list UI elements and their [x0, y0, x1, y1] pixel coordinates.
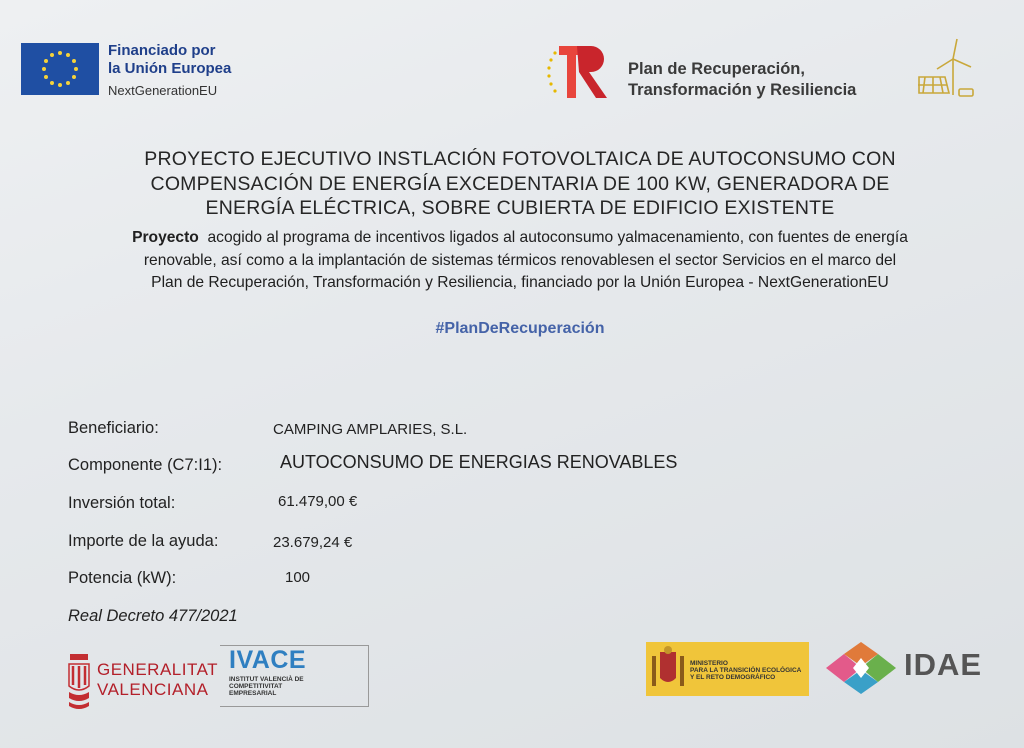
ivace-logo-text: IVACE [229, 646, 307, 674]
project-description [50, 227, 990, 295]
title-line3: ENERGÍA ELÉCTRICA, SOBRE CUBIERTA DE EDIFICIO EXISTENTE [205, 197, 835, 219]
idae-logo-icon [822, 640, 900, 696]
beneficiario-label: Beneficiario: [68, 419, 159, 437]
ivace-subtitle [229, 676, 319, 697]
componente-label: Componente (C7:I1): [68, 456, 223, 474]
ivace-sub1: INSTITUT VALENCIÀ DE [229, 676, 304, 683]
inversion-value: 61.479,00 € [278, 493, 358, 510]
prtr-name [628, 59, 918, 101]
importe-label: Importe de la ayuda: [68, 532, 219, 550]
ministerio-line3: Y EL RETO DEMOGRÁFICO [690, 674, 776, 681]
potencia-label: Potencia (kW): [68, 569, 177, 587]
prtr-line1: Plan de Recuperación, [628, 60, 805, 78]
eu-flag-logo [21, 43, 99, 95]
hashtag: #PlanDeRecuperación [435, 320, 605, 337]
importe-value: 23.679,24 € [273, 534, 353, 551]
desc-bold-word: Proyecto [132, 229, 199, 246]
desc-line1-text: acogido al programa de incentivos ligados al autoconsumo yalmacenamiento, con fuentes de energía [198, 229, 908, 246]
desc-line3: Plan de Recuperación, Transformación y Resiliencia, financiado por la Unión Europea - NextGenerationEU [151, 274, 889, 291]
eu-line1: Financiado por [108, 42, 216, 59]
inversion-label: Inversión total: [68, 494, 176, 512]
wind-solar-icon [913, 37, 979, 101]
ministerio-name [690, 660, 805, 681]
ministerio-line1: MINISTERIO [690, 660, 728, 667]
eu-funding-label [108, 42, 268, 78]
componente-value: AUTOCONSUMO DE ENERGIAS RENOVABLES [280, 452, 678, 472]
gva-line2: VALENCIANA [97, 680, 209, 699]
prtr-line2: Transformación y Resiliencia [628, 81, 857, 99]
gva-line1: GENERALITAT [97, 660, 219, 679]
title-line2: COMPENSACIÓN DE ENERGÍA EXCEDENTARIA DE 100 KW, GENERADORA DE [150, 172, 890, 195]
beneficiario-value: CAMPING AMPLARIES, S.L. [273, 421, 468, 438]
real-decreto: Real Decreto 477/2021 [68, 607, 238, 625]
next-generation-eu-label: NextGenerationEU [108, 83, 218, 98]
desc-line2: renovable, así como a la implantación de sistemas térmicos renovablesen el sector Servicios en el marco del [143, 251, 897, 269]
gva-shield-icon [66, 652, 92, 710]
desc-line1 [50, 227, 990, 250]
ivace-sub2: COMPETITIVITAT EMPRESARIAL [229, 683, 283, 697]
title-line1: PROYECTO EJECUTIVO INSTLACIÓN FOTOVOLTAICA DE AUTOCONSUMO CON [144, 148, 896, 170]
ministerio-line2: PARA LA TRANSICIÓN ECOLÓGICA [690, 667, 802, 674]
project-title [60, 147, 980, 221]
potencia-value: 100 [285, 569, 311, 586]
idae-name: IDAE [904, 647, 983, 682]
gva-name [97, 660, 218, 700]
eu-line2: la Unión Europea [108, 60, 232, 77]
prtr-logo [545, 40, 615, 102]
